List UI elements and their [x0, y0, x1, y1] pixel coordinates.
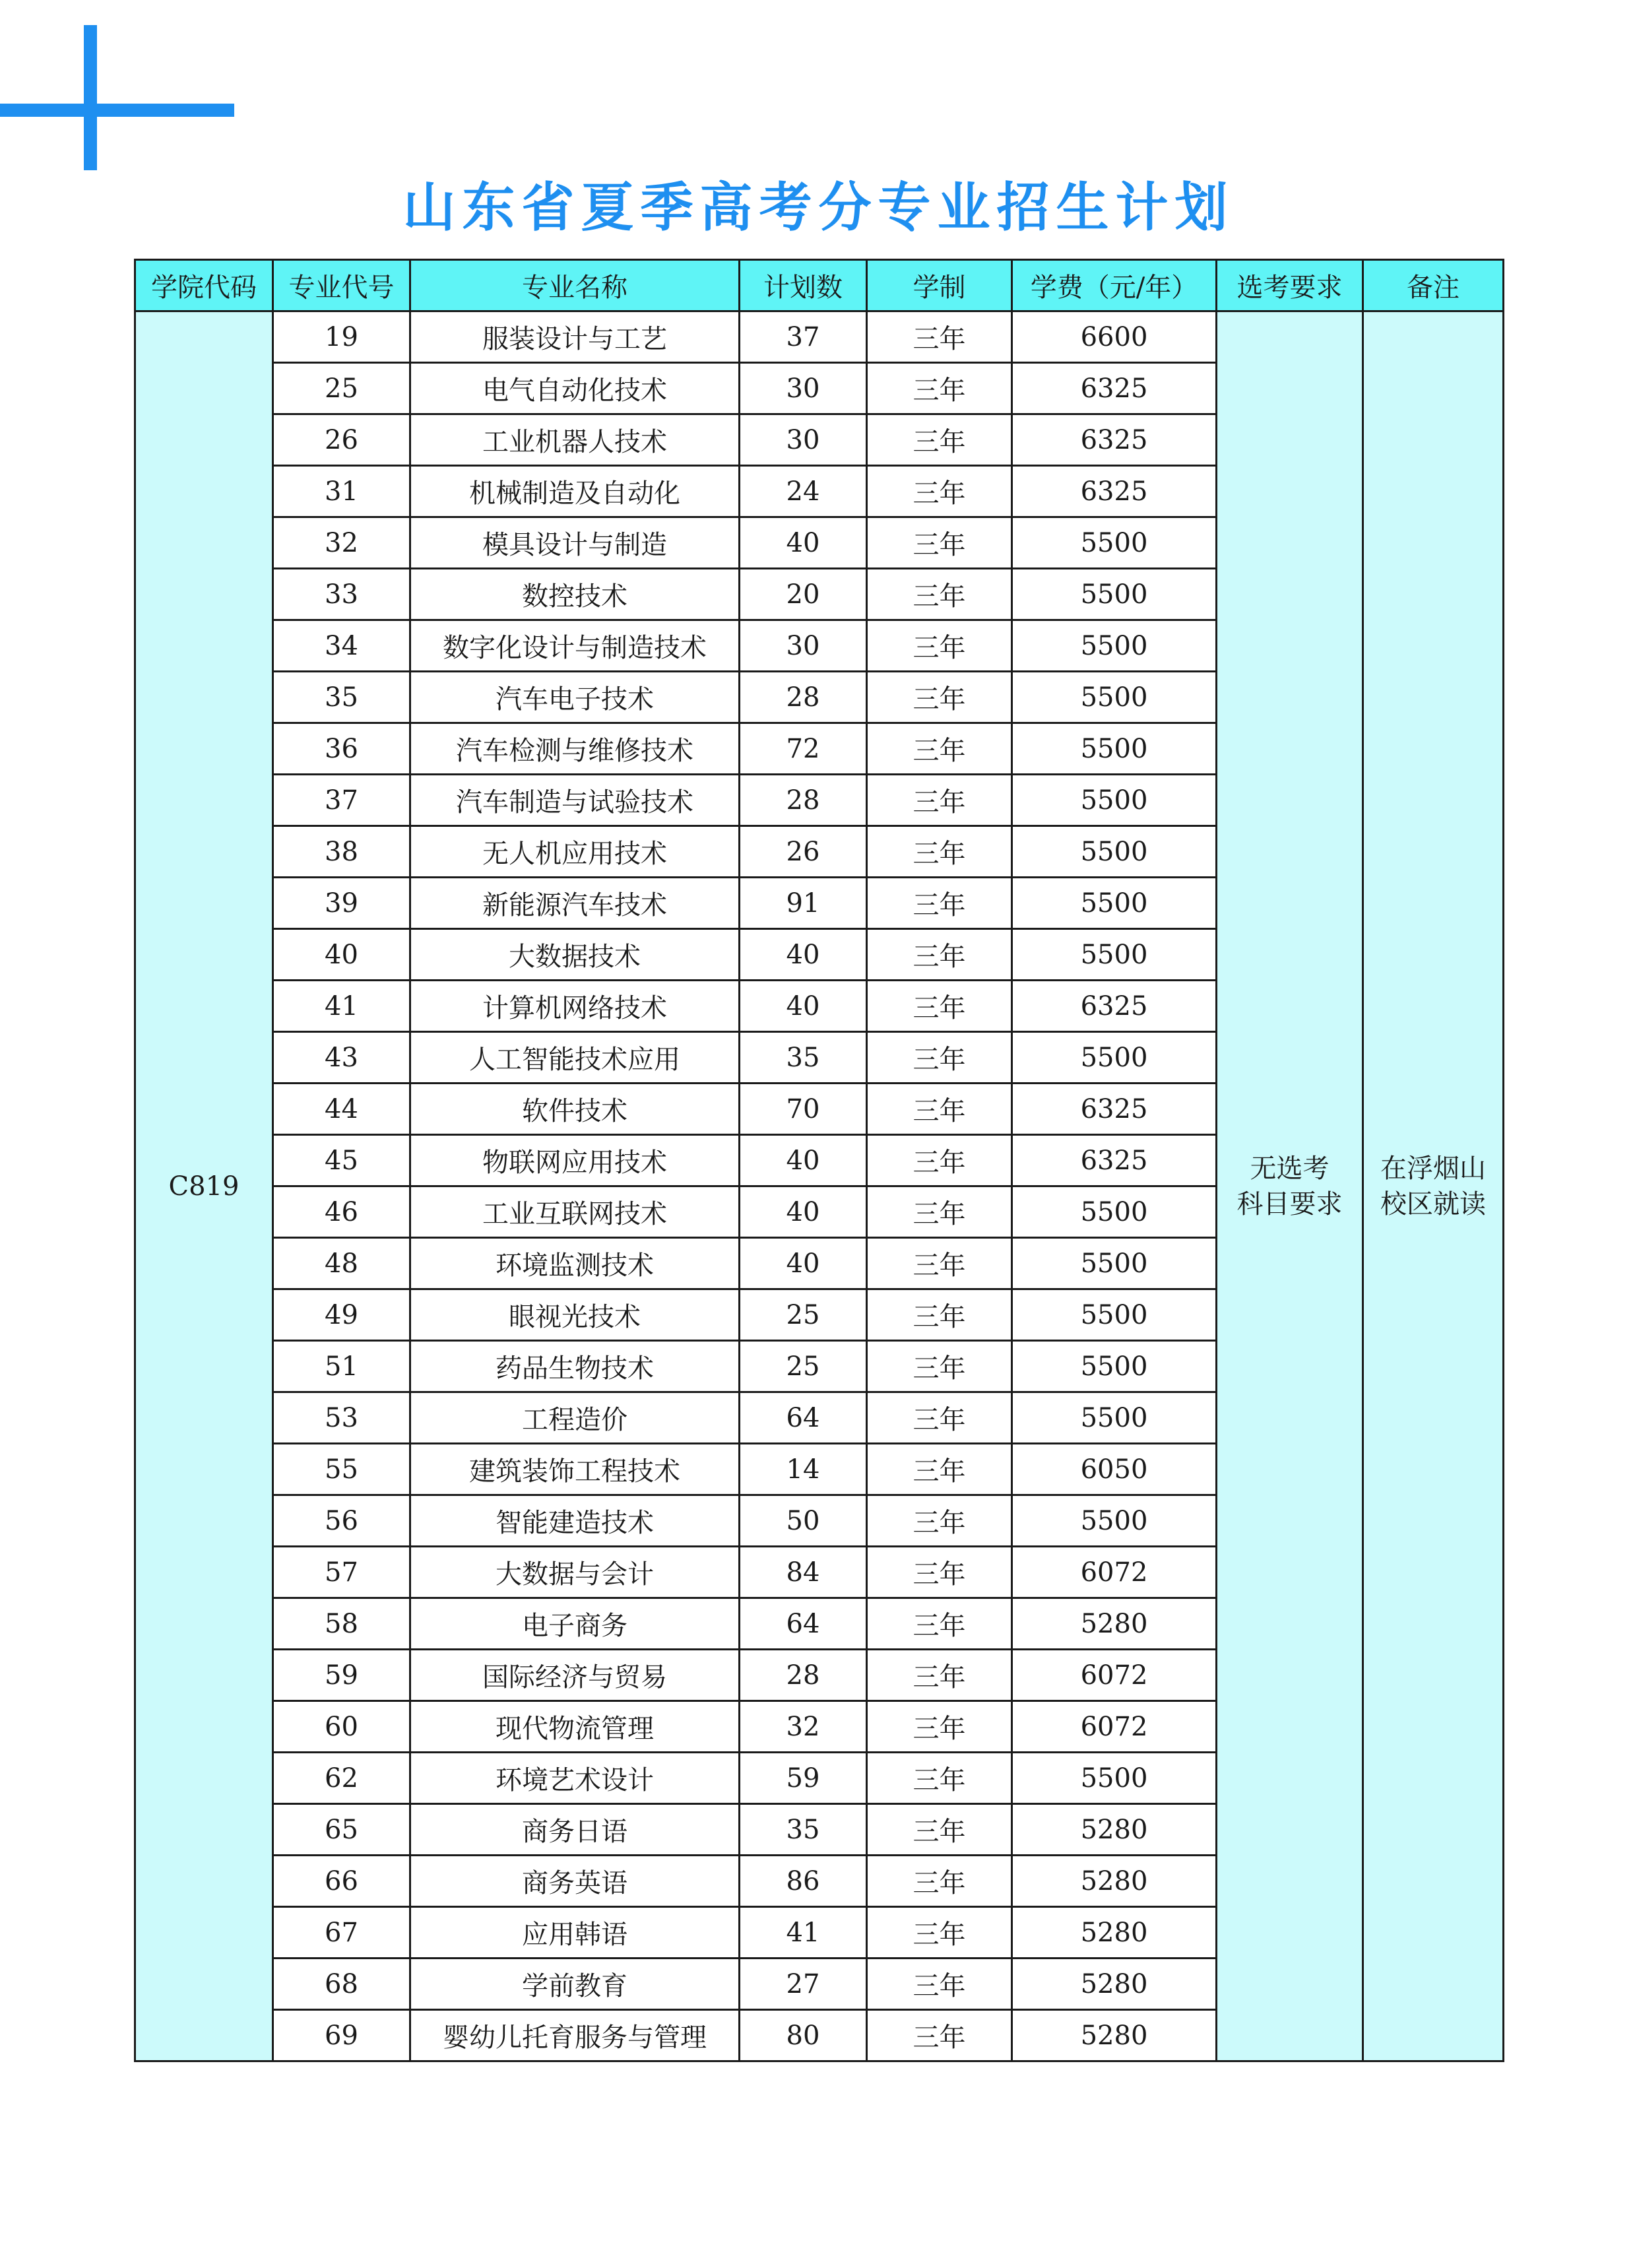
major-name-cell: 应用韩语 [410, 1907, 740, 1959]
duration-cell: 三年 [867, 878, 1012, 929]
duration-cell: 三年 [867, 1392, 1012, 1444]
table-body [135, 311, 1504, 2061]
major-name-cell: 新能源汽车技术 [410, 878, 740, 929]
tuition-cell: 5500 [1012, 517, 1217, 569]
major-code-cell: 46 [273, 1186, 410, 1238]
major-code-cell: 26 [273, 414, 410, 466]
duration-cell: 三年 [867, 1959, 1012, 2010]
major-name-cell: 物联网应用技术 [410, 1135, 740, 1186]
major-name-cell: 数控技术 [410, 569, 740, 620]
tuition-cell: 6325 [1012, 1135, 1217, 1186]
tuition-cell: 6600 [1012, 311, 1217, 363]
plan-count-cell: 24 [740, 466, 867, 517]
major-name-cell: 工业机器人技术 [410, 414, 740, 466]
major-code-cell: 69 [273, 2010, 410, 2061]
table-row [135, 311, 1504, 363]
tuition-cell: 5500 [1012, 878, 1217, 929]
plan-count-cell: 50 [740, 1495, 867, 1547]
remarks-cell: 在浮烟山 校区就读 [1363, 311, 1504, 2061]
plan-count-cell: 28 [740, 775, 867, 826]
major-code-cell: 56 [273, 1495, 410, 1547]
major-name-cell: 工业互联网技术 [410, 1186, 740, 1238]
major-name-cell: 婴幼儿托育服务与管理 [410, 2010, 740, 2061]
tuition-cell: 5500 [1012, 723, 1217, 775]
major-code-cell: 40 [273, 929, 410, 981]
college-code-cell: C819 [135, 311, 273, 2061]
major-code-cell: 67 [273, 1907, 410, 1959]
plan-count-cell: 59 [740, 1753, 867, 1804]
major-code-cell: 65 [273, 1804, 410, 1856]
major-name-cell: 商务日语 [410, 1804, 740, 1856]
plan-count-cell: 40 [740, 981, 867, 1032]
major-code-cell: 60 [273, 1701, 410, 1753]
plan-count-cell: 41 [740, 1907, 867, 1959]
major-name-cell: 商务英语 [410, 1856, 740, 1907]
duration-cell: 三年 [867, 414, 1012, 466]
plan-count-cell: 40 [740, 929, 867, 981]
duration-cell: 三年 [867, 311, 1012, 363]
duration-cell: 三年 [867, 1804, 1012, 1856]
major-name-cell: 药品生物技术 [410, 1341, 740, 1392]
major-name-cell: 机械制造及自动化 [410, 466, 740, 517]
duration-cell: 三年 [867, 569, 1012, 620]
duration-cell: 三年 [867, 1084, 1012, 1135]
major-name-cell: 建筑装饰工程技术 [410, 1444, 740, 1495]
plan-count-cell: 28 [740, 1650, 867, 1701]
tuition-cell: 5280 [1012, 1804, 1217, 1856]
duration-cell: 三年 [867, 1753, 1012, 1804]
plan-count-cell: 30 [740, 414, 867, 466]
plan-count-cell: 40 [740, 1238, 867, 1289]
tuition-cell: 6325 [1012, 466, 1217, 517]
major-code-cell: 33 [273, 569, 410, 620]
plan-count-cell: 86 [740, 1856, 867, 1907]
plan-count-cell: 35 [740, 1032, 867, 1084]
plan-count-cell: 84 [740, 1547, 867, 1598]
header-major-code: 专业代号 [273, 260, 410, 311]
duration-cell: 三年 [867, 1135, 1012, 1186]
major-name-cell: 电气自动化技术 [410, 363, 740, 414]
page-title: 山东省夏季高考分专业招生计划 [402, 177, 1235, 238]
major-code-cell: 43 [273, 1032, 410, 1084]
tuition-cell: 5500 [1012, 775, 1217, 826]
header-college-code: 学院代码 [135, 260, 273, 311]
tuition-cell: 5280 [1012, 1856, 1217, 1907]
major-name-cell: 工程造价 [410, 1392, 740, 1444]
plan-count-cell: 20 [740, 569, 867, 620]
duration-cell: 三年 [867, 672, 1012, 723]
major-name-cell: 人工智能技术应用 [410, 1032, 740, 1084]
duration-cell: 三年 [867, 723, 1012, 775]
duration-cell: 三年 [867, 620, 1012, 672]
major-code-cell: 38 [273, 826, 410, 878]
tuition-cell: 5500 [1012, 1289, 1217, 1341]
major-name-cell: 汽车电子技术 [410, 672, 740, 723]
major-code-cell: 59 [273, 1650, 410, 1701]
major-code-cell: 41 [273, 981, 410, 1032]
duration-cell: 三年 [867, 826, 1012, 878]
duration-cell: 三年 [867, 981, 1012, 1032]
duration-cell: 三年 [867, 517, 1012, 569]
plan-count-cell: 30 [740, 363, 867, 414]
duration-cell: 三年 [867, 1341, 1012, 1392]
major-name-cell: 模具设计与制造 [410, 517, 740, 569]
tuition-cell: 5500 [1012, 1186, 1217, 1238]
major-code-cell: 62 [273, 1753, 410, 1804]
major-code-cell: 39 [273, 878, 410, 929]
tuition-cell: 6325 [1012, 363, 1217, 414]
tuition-cell: 6325 [1012, 981, 1217, 1032]
tuition-cell: 5500 [1012, 1032, 1217, 1084]
duration-cell: 三年 [867, 1289, 1012, 1341]
major-code-cell: 37 [273, 775, 410, 826]
tuition-cell: 6072 [1012, 1650, 1217, 1701]
duration-cell: 三年 [867, 1547, 1012, 1598]
plan-count-cell: 40 [740, 1135, 867, 1186]
duration-cell: 三年 [867, 1238, 1012, 1289]
tuition-cell: 6050 [1012, 1444, 1217, 1495]
major-name-cell: 电子商务 [410, 1598, 740, 1650]
major-name-cell: 眼视光技术 [410, 1289, 740, 1341]
major-code-cell: 45 [273, 1135, 410, 1186]
major-code-cell: 58 [273, 1598, 410, 1650]
major-name-cell: 汽车制造与试验技术 [410, 775, 740, 826]
major-code-cell: 48 [273, 1238, 410, 1289]
duration-cell: 三年 [867, 466, 1012, 517]
plan-count-cell: 14 [740, 1444, 867, 1495]
duration-cell: 三年 [867, 1650, 1012, 1701]
plan-count-cell: 37 [740, 311, 867, 363]
major-code-cell: 55 [273, 1444, 410, 1495]
tuition-cell: 5280 [1012, 2010, 1217, 2061]
major-name-cell: 无人机应用技术 [410, 826, 740, 878]
subject-requirement-cell: 无选考 科目要求 [1217, 311, 1363, 2061]
duration-cell: 三年 [867, 1495, 1012, 1547]
duration-cell: 三年 [867, 1701, 1012, 1753]
tuition-cell: 6325 [1012, 414, 1217, 466]
tuition-cell: 5280 [1012, 1907, 1217, 1959]
major-code-cell: 35 [273, 672, 410, 723]
tuition-cell: 5500 [1012, 672, 1217, 723]
table-header-row [135, 260, 1504, 311]
header-subject-requirement: 选考要求 [1217, 260, 1363, 311]
major-code-cell: 19 [273, 311, 410, 363]
plan-count-cell: 25 [740, 1289, 867, 1341]
plan-count-cell: 64 [740, 1392, 867, 1444]
tuition-cell: 6072 [1012, 1547, 1217, 1598]
duration-cell: 三年 [867, 1186, 1012, 1238]
plan-count-cell: 40 [740, 517, 867, 569]
header-plan-count: 计划数 [740, 260, 867, 311]
header-major-name: 专业名称 [410, 260, 740, 311]
major-name-cell: 学前教育 [410, 1959, 740, 2010]
tuition-cell: 6072 [1012, 1701, 1217, 1753]
major-code-cell: 31 [273, 466, 410, 517]
plan-count-cell: 27 [740, 1959, 867, 2010]
major-code-cell: 66 [273, 1856, 410, 1907]
major-code-cell: 44 [273, 1084, 410, 1135]
corner-cross-vertical [84, 25, 97, 170]
duration-cell: 三年 [867, 363, 1012, 414]
duration-cell: 三年 [867, 1907, 1012, 1959]
major-name-cell: 数字化设计与制造技术 [410, 620, 740, 672]
plan-count-cell: 64 [740, 1598, 867, 1650]
plan-count-cell: 80 [740, 2010, 867, 2061]
major-code-cell: 51 [273, 1341, 410, 1392]
duration-cell: 三年 [867, 1032, 1012, 1084]
tuition-cell: 5500 [1012, 929, 1217, 981]
tuition-cell: 5500 [1012, 1392, 1217, 1444]
duration-cell: 三年 [867, 929, 1012, 981]
major-name-cell: 现代物流管理 [410, 1701, 740, 1753]
header-tuition: 学费（元/年） [1012, 260, 1217, 311]
duration-cell: 三年 [867, 775, 1012, 826]
tuition-cell: 5500 [1012, 1495, 1217, 1547]
duration-cell: 三年 [867, 2010, 1012, 2061]
major-code-cell: 34 [273, 620, 410, 672]
tuition-cell: 5500 [1012, 1238, 1217, 1289]
major-code-cell: 53 [273, 1392, 410, 1444]
plan-count-cell: 40 [740, 1186, 867, 1238]
tuition-cell: 6325 [1012, 1084, 1217, 1135]
tuition-cell: 5500 [1012, 569, 1217, 620]
duration-cell: 三年 [867, 1856, 1012, 1907]
major-name-cell: 计算机网络技术 [410, 981, 740, 1032]
tuition-cell: 5280 [1012, 1598, 1217, 1650]
plan-count-cell: 32 [740, 1701, 867, 1753]
plan-count-cell: 26 [740, 826, 867, 878]
duration-cell: 三年 [867, 1444, 1012, 1495]
plan-count-cell: 28 [740, 672, 867, 723]
plan-count-cell: 35 [740, 1804, 867, 1856]
tuition-cell: 5500 [1012, 1753, 1217, 1804]
tuition-cell: 5500 [1012, 1341, 1217, 1392]
major-name-cell: 汽车检测与维修技术 [410, 723, 740, 775]
major-code-cell: 57 [273, 1547, 410, 1598]
header-remarks: 备注 [1363, 260, 1504, 311]
tuition-cell: 5500 [1012, 826, 1217, 878]
plan-count-cell: 72 [740, 723, 867, 775]
duration-cell: 三年 [867, 1598, 1012, 1650]
plan-count-cell: 30 [740, 620, 867, 672]
header-duration: 学制 [867, 260, 1012, 311]
major-name-cell: 环境监测技术 [410, 1238, 740, 1289]
major-code-cell: 36 [273, 723, 410, 775]
corner-cross-horizontal [0, 104, 234, 117]
plan-count-cell: 91 [740, 878, 867, 929]
major-name-cell: 大数据与会计 [410, 1547, 740, 1598]
major-name-cell: 国际经济与贸易 [410, 1650, 740, 1701]
enrollment-plan-table [134, 259, 1504, 2062]
major-name-cell: 环境艺术设计 [410, 1753, 740, 1804]
major-code-cell: 49 [273, 1289, 410, 1341]
plan-count-cell: 25 [740, 1341, 867, 1392]
major-code-cell: 25 [273, 363, 410, 414]
major-name-cell: 智能建造技术 [410, 1495, 740, 1547]
plan-count-cell: 70 [740, 1084, 867, 1135]
major-code-cell: 32 [273, 517, 410, 569]
major-name-cell: 软件技术 [410, 1084, 740, 1135]
tuition-cell: 5500 [1012, 620, 1217, 672]
major-name-cell: 大数据技术 [410, 929, 740, 981]
tuition-cell: 5280 [1012, 1959, 1217, 2010]
major-code-cell: 68 [273, 1959, 410, 2010]
major-name-cell: 服装设计与工艺 [410, 311, 740, 363]
